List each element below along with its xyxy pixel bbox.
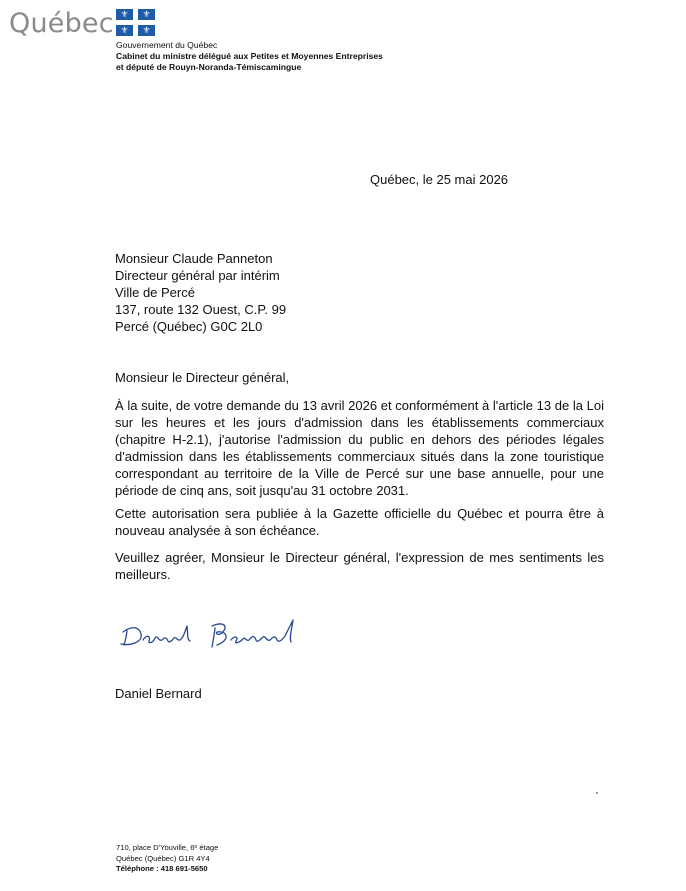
- recipient-organization: Ville de Percé: [115, 285, 195, 300]
- footer-street: 710, place D'Youville, 6ᵉ étage: [116, 843, 219, 852]
- footer-address: [116, 843, 218, 875]
- fleurdelise-flag-icon: ⚜ ⚜ ⚜ ⚜: [116, 9, 155, 36]
- letterhead-cabinet: Cabinet du ministre délégué aux Petites et Moyennes Entreprises: [116, 51, 383, 61]
- scan-speck: [596, 792, 598, 794]
- recipient-street: 137, route 132 Ouest, C.P. 99: [115, 302, 287, 317]
- letterhead: [116, 40, 383, 73]
- recipient-name: Monsieur Claude Panneton: [115, 251, 273, 266]
- salutation: Monsieur le Directeur général,: [115, 370, 290, 385]
- letterhead-deputy: et député de Rouyn-Noranda-Témiscamingue: [116, 62, 302, 72]
- handwritten-signature: [117, 614, 307, 664]
- recipient-address: [115, 250, 286, 335]
- body-paragraph-publication: Cette autorisation sera publiée à la Gazette officielle du Québec et pourra être à nouveau analysée à son échéance.: [115, 506, 604, 538]
- letterhead-government: Gouvernement du Québec: [116, 40, 218, 50]
- recipient-title: Directeur général par intérim: [115, 268, 280, 283]
- logo-wordmark: Québec: [9, 8, 114, 39]
- body-paragraph-closing: Veuillez agréer, Monsieur le Directeur général, l'expression de mes sentiments les meilleurs.: [115, 550, 604, 582]
- letter-date: Québec, le 25 mai 2026: [370, 172, 509, 187]
- footer-phone: Téléphone : 418 691-5650: [116, 864, 208, 873]
- body-paragraph-authorization: À la suite, de votre demande du 13 avril 2026 et conformément à l'article 13 de la Loi sur les heures et les jours d'admission dans les établissements commerciaux (chapitre H-2.1), j'autorise l'admission du public en dehors des périodes légales d'admission dans les établissements commerciaux situés dans la zone touristique correspondant au territoire de la Ville de Percé sur une base annuelle, pour une période de cinq ans, soit jusqu'au 31 octobre 2031.: [115, 398, 604, 498]
- recipient-city: Percé (Québec) G0C 2L0: [115, 319, 263, 334]
- footer-city: Québec (Québec) G1R 4Y4: [116, 853, 210, 863]
- signer-name: Daniel Bernard: [115, 686, 202, 701]
